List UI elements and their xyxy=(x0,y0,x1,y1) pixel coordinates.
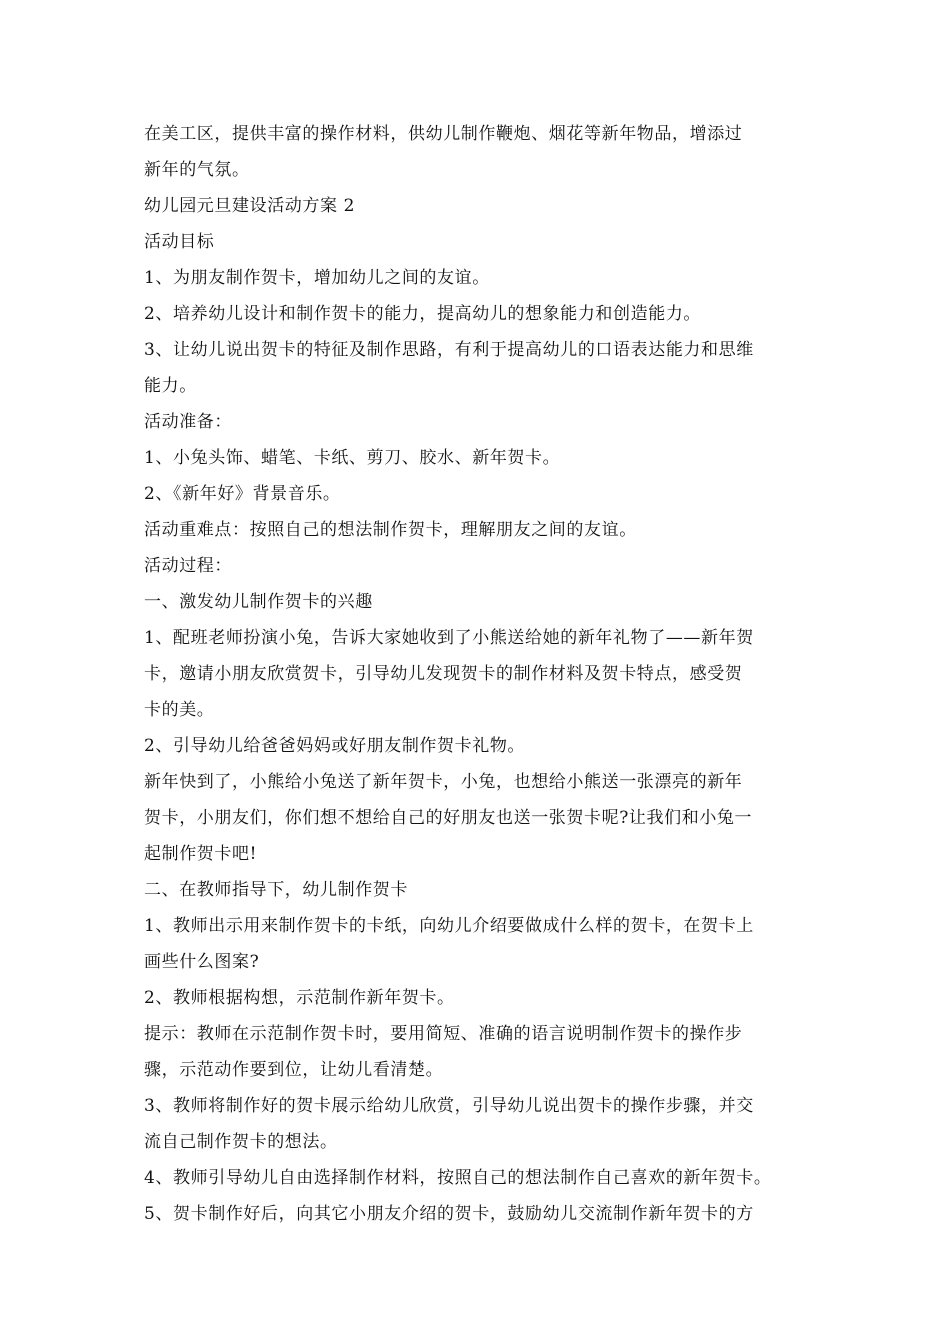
list-item: 5、贺卡制作好后，向其它小朋友介绍的贺卡，鼓励幼儿交流制作新年贺卡的方 xyxy=(144,1204,754,1224)
document-body xyxy=(144,116,808,1232)
list-item-continuation: 卡的美。 xyxy=(144,700,215,720)
section-heading: 活动准备： xyxy=(144,412,232,432)
section-heading: 活动重难点：按照自己的想法制作贺卡，理解朋友之间的友谊。 xyxy=(144,520,637,540)
list-item: 1、小兔头饰、蜡笔、卡纸、剪刀、胶水、新年贺卡。 xyxy=(144,448,561,468)
list-item: 1、教师出示用来制作贺卡的卡纸，向幼儿介绍要做成什么样的贺卡，在贺卡上 xyxy=(144,916,754,936)
subsection-heading: 二、在教师指导下，幼儿制作贺卡 xyxy=(144,880,408,900)
paragraph-line: 新年的气氛。 xyxy=(144,160,250,180)
paragraph-line: 骤，示范动作要到位，让幼儿看清楚。 xyxy=(144,1060,444,1080)
section-heading: 活动目标 xyxy=(144,232,215,252)
list-item: 2、教师根据构想，示范制作新年贺卡。 xyxy=(144,988,455,1008)
list-item: 2、培养幼儿设计和制作贺卡的能力，提高幼儿的想象能力和创造能力。 xyxy=(144,304,702,324)
paragraph-line: 贺卡，小朋友们，你们想不想给自己的好朋友也送一张贺卡呢?让我们和小兔一 xyxy=(144,808,753,828)
section-title: 幼儿园元旦建设活动方案 2 xyxy=(144,196,356,216)
list-item-continuation: 流自己制作贺卡的想法。 xyxy=(144,1132,338,1152)
paragraph-line: 在美工区，提供丰富的操作材料，供幼儿制作鞭炮、烟花等新年物品，增添过 xyxy=(144,124,743,144)
list-item: 1、为朋友制作贺卡，增加幼儿之间的友谊。 xyxy=(144,268,490,288)
list-item: 1、配班老师扮演小兔，告诉大家她收到了小熊送给她的新年礼物了——新年贺 xyxy=(144,628,754,648)
subsection-heading: 一、激发幼儿制作贺卡的兴趣 xyxy=(144,592,373,612)
list-item: 4、教师引导幼儿自由选择制作材料，按照自己的想法制作自己喜欢的新年贺卡。 xyxy=(144,1168,772,1188)
list-item-continuation: 能力。 xyxy=(144,376,197,396)
section-heading: 活动过程： xyxy=(144,556,232,576)
paragraph-line: 新年快到了，小熊给小兔送了新年贺卡，小兔，也想给小熊送一张漂亮的新年 xyxy=(144,772,743,792)
list-item: 2、《新年好》背景音乐。 xyxy=(144,484,341,504)
paragraph-line: 起制作贺卡吧! xyxy=(144,844,258,864)
list-item: 2、引导幼儿给爸爸妈妈或好朋友制作贺卡礼物。 xyxy=(144,736,526,756)
list-item-continuation: 卡，邀请小朋友欣赏贺卡，引导幼儿发现贺卡的制作材料及贺卡特点，感受贺 xyxy=(144,664,743,684)
list-item: 3、让幼儿说出贺卡的特征及制作思路，有利于提高幼儿的口语表达能力和思维 xyxy=(144,340,754,360)
list-item: 3、教师将制作好的贺卡展示给幼儿欣赏，引导幼儿说出贺卡的操作步骤，并交 xyxy=(144,1096,754,1116)
paragraph-line: 提示：教师在示范制作贺卡时，要用简短、准确的语言说明制作贺卡的操作步 xyxy=(144,1024,743,1044)
list-item-continuation: 画些什么图案? xyxy=(144,952,260,972)
